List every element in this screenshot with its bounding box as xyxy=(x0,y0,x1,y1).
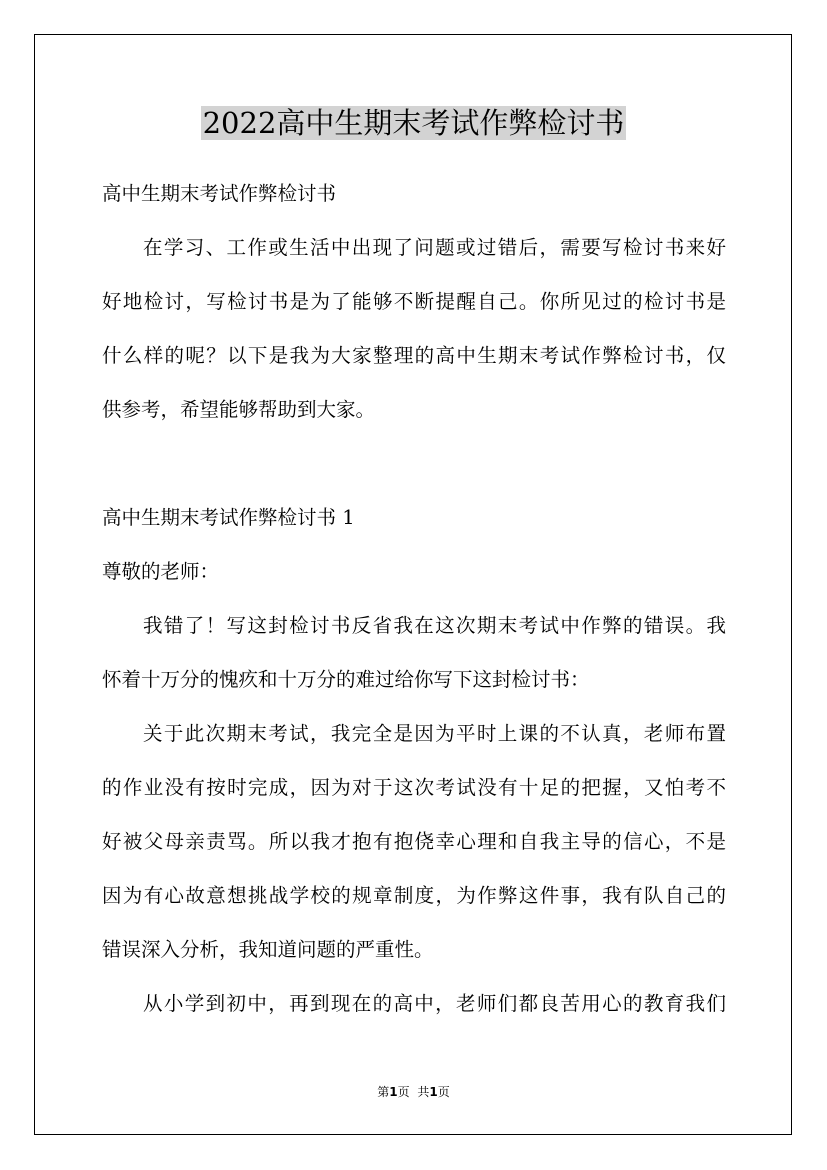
body-line: 供参考，希望能够帮助到大家。 xyxy=(102,398,376,421)
document-title xyxy=(0,101,827,145)
body-line: 错误深入分析，我知道问题的严重性。 xyxy=(102,938,434,961)
total-prefix: 共 xyxy=(417,1085,430,1099)
body-line: 从小学到初中，再到现在的高中，老师们都良苦用心的教育我们 xyxy=(143,992,726,1015)
section-heading: 高中生期末考试作弊检讨书 1 xyxy=(102,506,355,529)
body-line: 关于此次期末考试，我完全是因为平时上课的不认真，老师布置 xyxy=(143,722,726,745)
page-number: 1 xyxy=(389,1085,398,1099)
page-prefix: 第 xyxy=(377,1085,390,1099)
body-line: 什么样的呢？以下是我为大家整理的高中生期末考试作弊检讨书，仅 xyxy=(102,344,726,367)
body-line: 我错了！写这封检讨书反省我在这次期末考试中作弊的错误。我 xyxy=(143,614,726,637)
document-title-text: 2022高中生期末考试作弊检讨书 xyxy=(202,106,625,140)
body-line: 因为有心故意想挑战学校的规章制度，为作弊这件事，我有队自己的 xyxy=(102,884,726,907)
page-footer xyxy=(0,1084,827,1100)
body-line: 好地检讨，写检讨书是为了能够不断提醒自己。你所见过的检讨书是 xyxy=(102,290,726,313)
body-line: 的作业没有按时完成，因为对于这次考试没有十足的把握，又怕考不 xyxy=(102,776,726,799)
total-pages: 1 xyxy=(429,1085,438,1099)
document-body xyxy=(102,172,726,1036)
section-heading: 高中生期末考试作弊检讨书 xyxy=(102,182,337,205)
body-line: 在学习、工作或生活中出现了问题或过错后，需要写检讨书来好 xyxy=(143,236,726,259)
salutation: 尊敬的老师： xyxy=(102,560,220,583)
body-line: 怀着十万分的愧疚和十万分的难过给你写下这封检讨书： xyxy=(102,668,590,691)
paragraph-gap xyxy=(102,442,726,496)
page-suffix: 页 xyxy=(397,1085,410,1099)
body-line: 好被父母亲责骂。所以我才抱有抱侥幸心理和自我主导的信心，不是 xyxy=(102,830,726,853)
total-suffix: 页 xyxy=(437,1085,450,1099)
